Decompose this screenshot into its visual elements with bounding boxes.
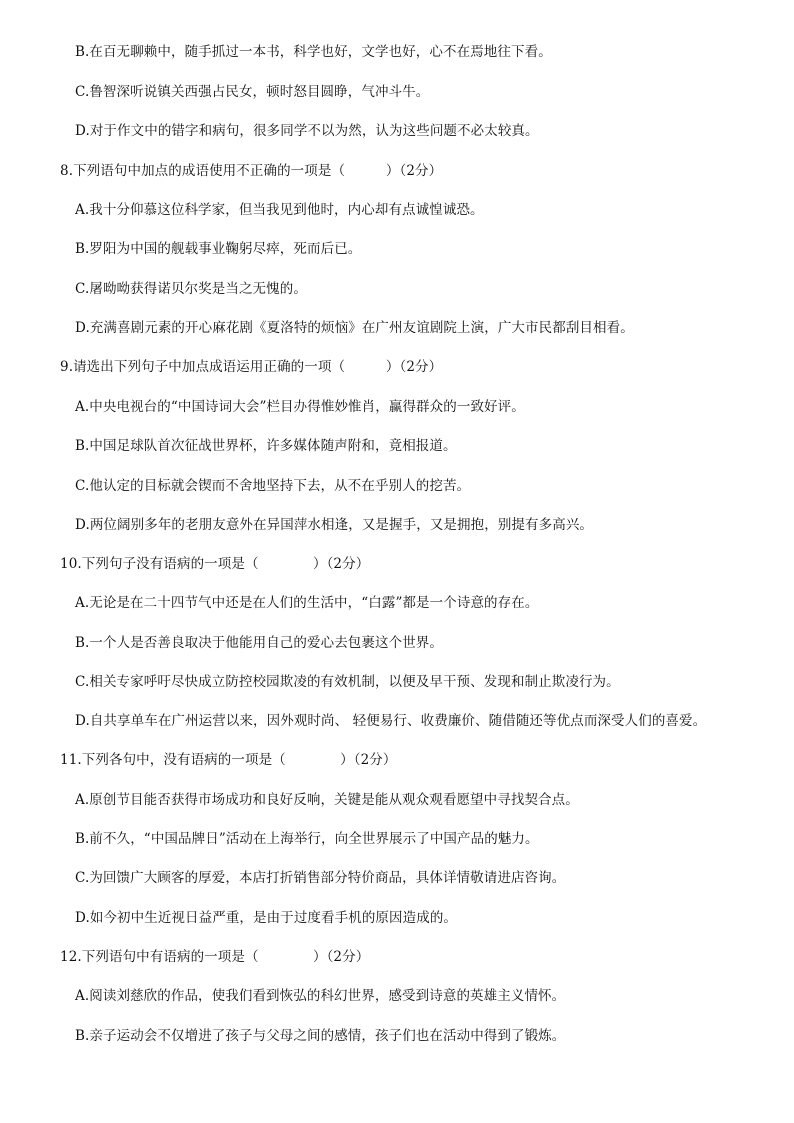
option-line: A.无论是在二十四节气中还是在人们的生活中，“白露”都是一个诗意的存在。 [75,595,539,611]
option-line: C.为回馈广大顾客的厚爱，本店打折销售部分特价商品，具体详情敬请进店咨询。 [75,870,566,886]
option-line: A.原创节目能否获得市场成功和良好反响，关键是能从观众观看愿望中寻找契合点。 [75,792,579,808]
option-line: D.两位阔别多年的老朋友意外在异国萍水相逢，又是握手，又是拥抱，别提有多高兴。 [75,517,594,533]
option-line: B.前不久，“中国品牌日”活动在上海举行，向全世界展示了中国产品的魅力。 [75,831,539,847]
option-line: B.中国足球队首次征战世界杯，许多媒体随声附和，竟相报道。 [75,438,457,454]
question-line: 10.下列句子没有语病的一项是（ ）（2分） [60,556,370,572]
question-line: 12.下列语句中有语病的一项是（ ）（2分） [60,949,370,965]
option-line: D.充满喜剧元素的开心麻花剧《夏洛特的烦恼》在广州友谊剧院上演，广大市民都刮目相看。 [75,320,634,336]
option-line: B.罗阳为中国的舰载事业鞠躬尽瘁，死而后已。 [75,241,362,257]
option-line: C.鲁智深听说镇关西强占民女，顿时怒目圆睁，气冲斗牛。 [75,84,430,100]
option-line: A.我十分仰慕这位科学家，但当我见到他时，内心却有点诚惶诚恐。 [75,202,484,218]
option-line: A.中央电视台的“中国诗词大会”栏目办得惟妙惟肖，赢得群众的一致好评。 [75,399,525,415]
option-line: D.对于作文中的错字和病句，很多同学不以为然，认为这些问题不必太较真。 [75,123,539,139]
question-line: 11.下列各句中，没有语病的一项是（ ）（2分） [60,752,397,768]
option-line: D.自共享单车在广州运营以来，因外观时尚、 轻便易行、收费廉价、随借随还等优点而深受人们的喜爱。 [75,713,707,729]
option-line: B.在百无聊赖中，随手抓过一本书，科学也好，文学也好，心不在焉地往下看。 [75,44,552,60]
option-line: A.阅读刘慈欣的作品，使我们看到恢弘的科幻世界，感受到诗意的英雄主义情怀。 [75,988,566,1004]
option-line: C.相关专家呼吁尽快成立防控校园欺凌的有效机制，以便及早干预、发现和制止欺凌行为。 [75,674,620,690]
option-line: D.如今初中生近视日益严重，是由于过度看手机的原因造成的。 [75,910,458,926]
option-line: C.屠呦呦获得诺贝尔奖是当之无愧的。 [75,281,307,297]
option-line: B.一个人是否善良取决于他能用自己的爱心去包裹这个世界。 [75,635,444,651]
option-line: C.他认定的目标就会锲而不舍地坚持下去，从不在乎别人的挖苦。 [75,478,471,494]
question-line: 9.请选出下列句子中加点成语运用正确的一项（ ）（2分） [60,359,443,375]
option-line: B.亲子运动会不仅增进了孩子与父母之间的感情，孩子们也在活动中得到了锻炼。 [75,1028,566,1044]
question-line: 8.下列语句中加点的成语使用不正确的一项是（ ）（2分） [60,163,443,179]
